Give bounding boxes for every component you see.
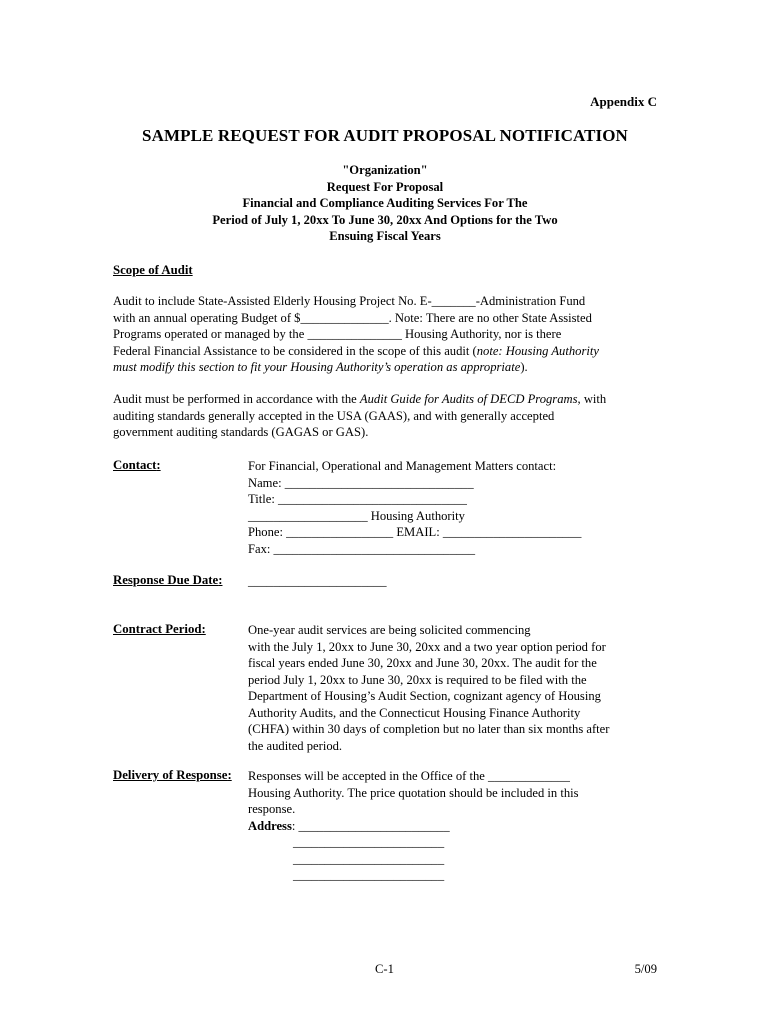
contact-line: For Financial, Operational and Management Matters contact:	[248, 459, 557, 473]
address-line: ________________________	[293, 835, 445, 849]
scope-heading: Scope of Audit	[113, 263, 193, 277]
contract-line: with the July 1, 20xx to June 30, 20xx and a two year option period for	[248, 639, 606, 654]
address-line: ________________________	[293, 851, 445, 866]
scope-line	[113, 343, 663, 360]
scope-note: note: Housing Authority	[476, 343, 599, 358]
subheading-line: Ensuing Fiscal Years	[329, 229, 441, 243]
contact-authority-line: ___________________ Housing Authority	[248, 508, 465, 523]
contract-period-colon: :	[201, 622, 206, 636]
subheading-line: Request For Proposal	[326, 179, 444, 194]
delivery-label	[113, 768, 232, 783]
rfp-subheading	[0, 162, 770, 245]
contract-line: Authority Audits, and the Connecticut Housing Finance Authority	[248, 705, 581, 720]
contact-name-line: Name: ______________________________	[248, 475, 474, 490]
contract-line: the audited period.	[248, 738, 343, 753]
response-due-label	[113, 573, 222, 588]
scope-line: Programs operated or managed by the _______________ Housing Authority, nor is there	[113, 327, 562, 341]
delivery-block	[248, 768, 668, 884]
standards-line: auditing standards generally accepted in the USA (GAAS), and with generally accepted	[113, 408, 555, 423]
contact-title-line: Title: ______________________________	[248, 492, 467, 506]
delivery-line: response.	[248, 802, 296, 816]
address-line: ________________________	[293, 868, 445, 882]
delivery-line: Housing Authority. The price quotation should be included in this	[248, 785, 579, 800]
address-label: Address	[248, 818, 292, 833]
contact-label	[113, 458, 161, 473]
contract-line: fiscal years ended June 30, 20xx and June 30, 20xx. The audit for the	[248, 656, 597, 670]
delivery-label-text: Delivery of Response	[113, 768, 228, 782]
contract-period-label-text: Contract Period	[113, 622, 202, 636]
audit-guide-title: Audit Guide for Audits of DECD Programs	[359, 392, 578, 406]
contract-line: period July 1, 20xx to June 30, 20xx is required to be filed with the	[248, 672, 587, 687]
delivery-line: Responses will be accepted in the Office of the _____________	[248, 769, 570, 783]
address-line	[248, 818, 668, 835]
scope-line: with an annual operating Budget of $______________. Note: There are no other State Assisted	[113, 310, 592, 325]
scope-text: Federal Financial Assistance to be considered in the scope of this audit (	[113, 343, 477, 358]
contract-line: One-year audit services are being solicited commencing	[248, 623, 531, 637]
subheading-line: Period of July 1, 20xx To June 30, 20xx And Options for the Two	[212, 212, 558, 227]
scope-text: ).	[520, 360, 528, 374]
response-due-colon: :	[218, 573, 223, 587]
contact-colon: :	[156, 458, 161, 472]
contact-block	[248, 458, 668, 557]
address-blank: : ________________________	[291, 818, 450, 833]
subheading-line: "Organization"	[342, 163, 428, 177]
scope-line	[113, 359, 663, 376]
contract-line: Department of Housing’s Audit Section, cognizant agency of Housing	[248, 689, 601, 703]
scope-note: must modify this section to fit your Housing Authority’s operation as appropriate	[113, 360, 521, 374]
standards-text: , with	[577, 392, 607, 406]
response-due-block	[248, 573, 668, 590]
standards-paragraph	[113, 391, 663, 441]
contact-fax-line: Fax: ________________________________	[248, 541, 476, 556]
subheading-line: Financial and Compliance Auditing Services For The	[242, 196, 528, 210]
scope-paragraph	[113, 293, 663, 376]
response-due-label-text: Response Due Date	[113, 573, 219, 587]
contract-line: (CHFA) within 30 days of completion but no later than six months after	[248, 722, 610, 736]
response-due-value: ______________________	[248, 574, 387, 588]
standards-line	[113, 391, 663, 408]
appendix-label: Appendix C	[590, 94, 657, 109]
page-number: C-1	[375, 962, 394, 976]
contract-period-label	[113, 622, 206, 637]
contact-phone-email-line: Phone: _________________ EMAIL: ______________________	[248, 525, 582, 539]
scope-line: Audit to include State-Assisted Elderly Housing Project No. E-_______-Administration Fund	[113, 294, 586, 308]
standards-text: Audit must be performed in accordance with the	[113, 392, 360, 406]
contract-period-block	[248, 622, 668, 754]
contact-label-text: Contact	[113, 458, 157, 472]
delivery-colon: :	[227, 768, 232, 782]
standards-line: government auditing standards (GAGAS or GAS).	[113, 425, 369, 439]
page-title: SAMPLE REQUEST FOR AUDIT PROPOSAL NOTIFICATION	[142, 126, 628, 145]
revision-date: 5/09	[634, 962, 657, 976]
